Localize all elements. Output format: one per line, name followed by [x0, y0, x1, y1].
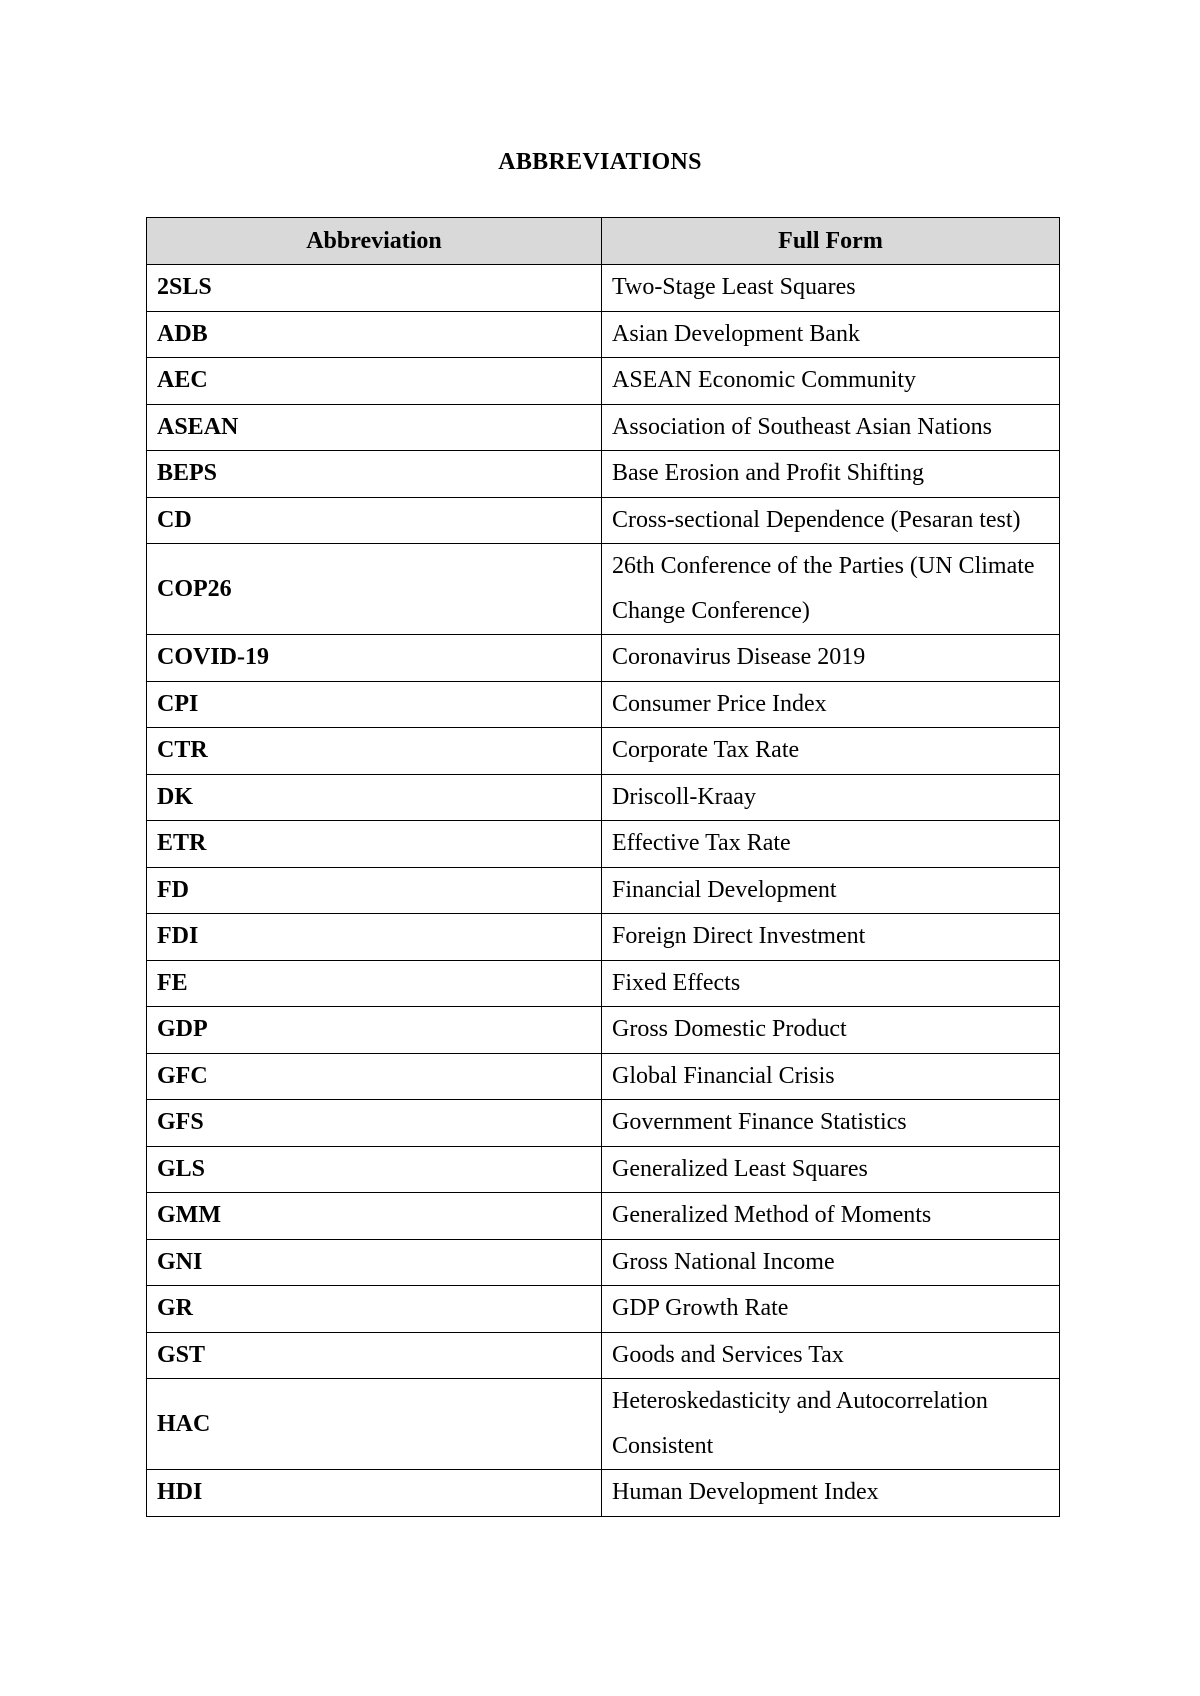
abbreviation-cell: ADB — [147, 311, 602, 358]
page-title: ABBREVIATIONS — [498, 149, 702, 175]
table-row — [147, 1053, 1060, 1100]
full-form-cell: Base Erosion and Profit Shifting — [602, 451, 1060, 498]
abbreviation-cell: GMM — [147, 1193, 602, 1240]
table-header-row — [147, 218, 1060, 265]
full-form-cell: Financial Development — [602, 867, 1060, 914]
table-row — [147, 1239, 1060, 1286]
full-form-cell: Generalized Least Squares — [602, 1146, 1060, 1193]
table-row — [147, 867, 1060, 914]
abbreviation-cell: CD — [147, 497, 602, 544]
abbreviation-cell: GDP — [147, 1007, 602, 1054]
abbreviation-cell: FE — [147, 960, 602, 1007]
full-form-cell: Corporate Tax Rate — [602, 728, 1060, 775]
abbreviation-cell: GST — [147, 1332, 602, 1379]
full-form-cell: Fixed Effects — [602, 960, 1060, 1007]
table-row — [147, 681, 1060, 728]
abbreviation-cell: FDI — [147, 914, 602, 961]
table-row — [147, 311, 1060, 358]
full-form-cell: Government Finance Statistics — [602, 1100, 1060, 1147]
full-form-cell: Global Financial Crisis — [602, 1053, 1060, 1100]
table-row — [147, 497, 1060, 544]
abbreviation-cell: COVID-19 — [147, 635, 602, 682]
abbreviation-cell: ETR — [147, 821, 602, 868]
table-row — [147, 1332, 1060, 1379]
full-form-cell: Gross National Income — [602, 1239, 1060, 1286]
full-form-cell: ASEAN Economic Community — [602, 358, 1060, 405]
table-row — [147, 960, 1060, 1007]
table-row — [147, 774, 1060, 821]
table-row — [147, 1286, 1060, 1333]
table-row — [147, 635, 1060, 682]
full-form-cell: Foreign Direct Investment — [602, 914, 1060, 961]
abbreviation-cell: CPI — [147, 681, 602, 728]
table-row — [147, 728, 1060, 775]
table-row — [147, 1146, 1060, 1193]
full-form-cell: Two-Stage Least Squares — [602, 265, 1060, 312]
abbreviation-cell: ASEAN — [147, 404, 602, 451]
table-row — [147, 821, 1060, 868]
abbreviation-cell: BEPS — [147, 451, 602, 498]
table-row — [147, 1379, 1060, 1470]
table-body — [147, 265, 1060, 1517]
abbreviation-cell: CTR — [147, 728, 602, 775]
full-form-cell: Cross-sectional Dependence (Pesaran test) — [602, 497, 1060, 544]
abbreviation-cell: GLS — [147, 1146, 602, 1193]
table-row — [147, 1007, 1060, 1054]
table-row — [147, 1470, 1060, 1517]
full-form-cell: GDP Growth Rate — [602, 1286, 1060, 1333]
table-row — [147, 544, 1060, 635]
table-row — [147, 1193, 1060, 1240]
table-row — [147, 451, 1060, 498]
abbreviation-cell: HAC — [147, 1379, 602, 1470]
full-form-cell: Association of Southeast Asian Nations — [602, 404, 1060, 451]
full-form-cell: Generalized Method of Moments — [602, 1193, 1060, 1240]
table-row — [147, 358, 1060, 405]
full-form-cell: Driscoll-Kraay — [602, 774, 1060, 821]
full-form-cell: Human Development Index — [602, 1470, 1060, 1517]
column-header-abbreviation: Abbreviation — [147, 218, 602, 265]
abbreviation-cell: COP26 — [147, 544, 602, 635]
full-form-cell: Asian Development Bank — [602, 311, 1060, 358]
column-header-full-form: Full Form — [602, 218, 1060, 265]
abbreviation-cell: GNI — [147, 1239, 602, 1286]
abbreviation-cell: GFS — [147, 1100, 602, 1147]
table-row — [147, 1100, 1060, 1147]
full-form-cell: Heteroskedasticity and Autocorrelation Consistent — [602, 1379, 1060, 1470]
abbreviation-cell: 2SLS — [147, 265, 602, 312]
full-form-cell: 26th Conference of the Parties (UN Climate Change Conference) — [602, 544, 1060, 635]
abbreviation-cell: DK — [147, 774, 602, 821]
abbreviation-cell: GFC — [147, 1053, 602, 1100]
table-row — [147, 404, 1060, 451]
full-form-cell: Gross Domestic Product — [602, 1007, 1060, 1054]
table-row — [147, 914, 1060, 961]
abbreviation-cell: AEC — [147, 358, 602, 405]
abbreviation-cell: HDI — [147, 1470, 602, 1517]
full-form-cell: Goods and Services Tax — [602, 1332, 1060, 1379]
abbreviation-cell: GR — [147, 1286, 602, 1333]
table-row — [147, 265, 1060, 312]
full-form-cell: Coronavirus Disease 2019 — [602, 635, 1060, 682]
full-form-cell: Consumer Price Index — [602, 681, 1060, 728]
abbreviation-cell: FD — [147, 867, 602, 914]
abbreviations-table — [146, 217, 1060, 1517]
full-form-cell: Effective Tax Rate — [602, 821, 1060, 868]
